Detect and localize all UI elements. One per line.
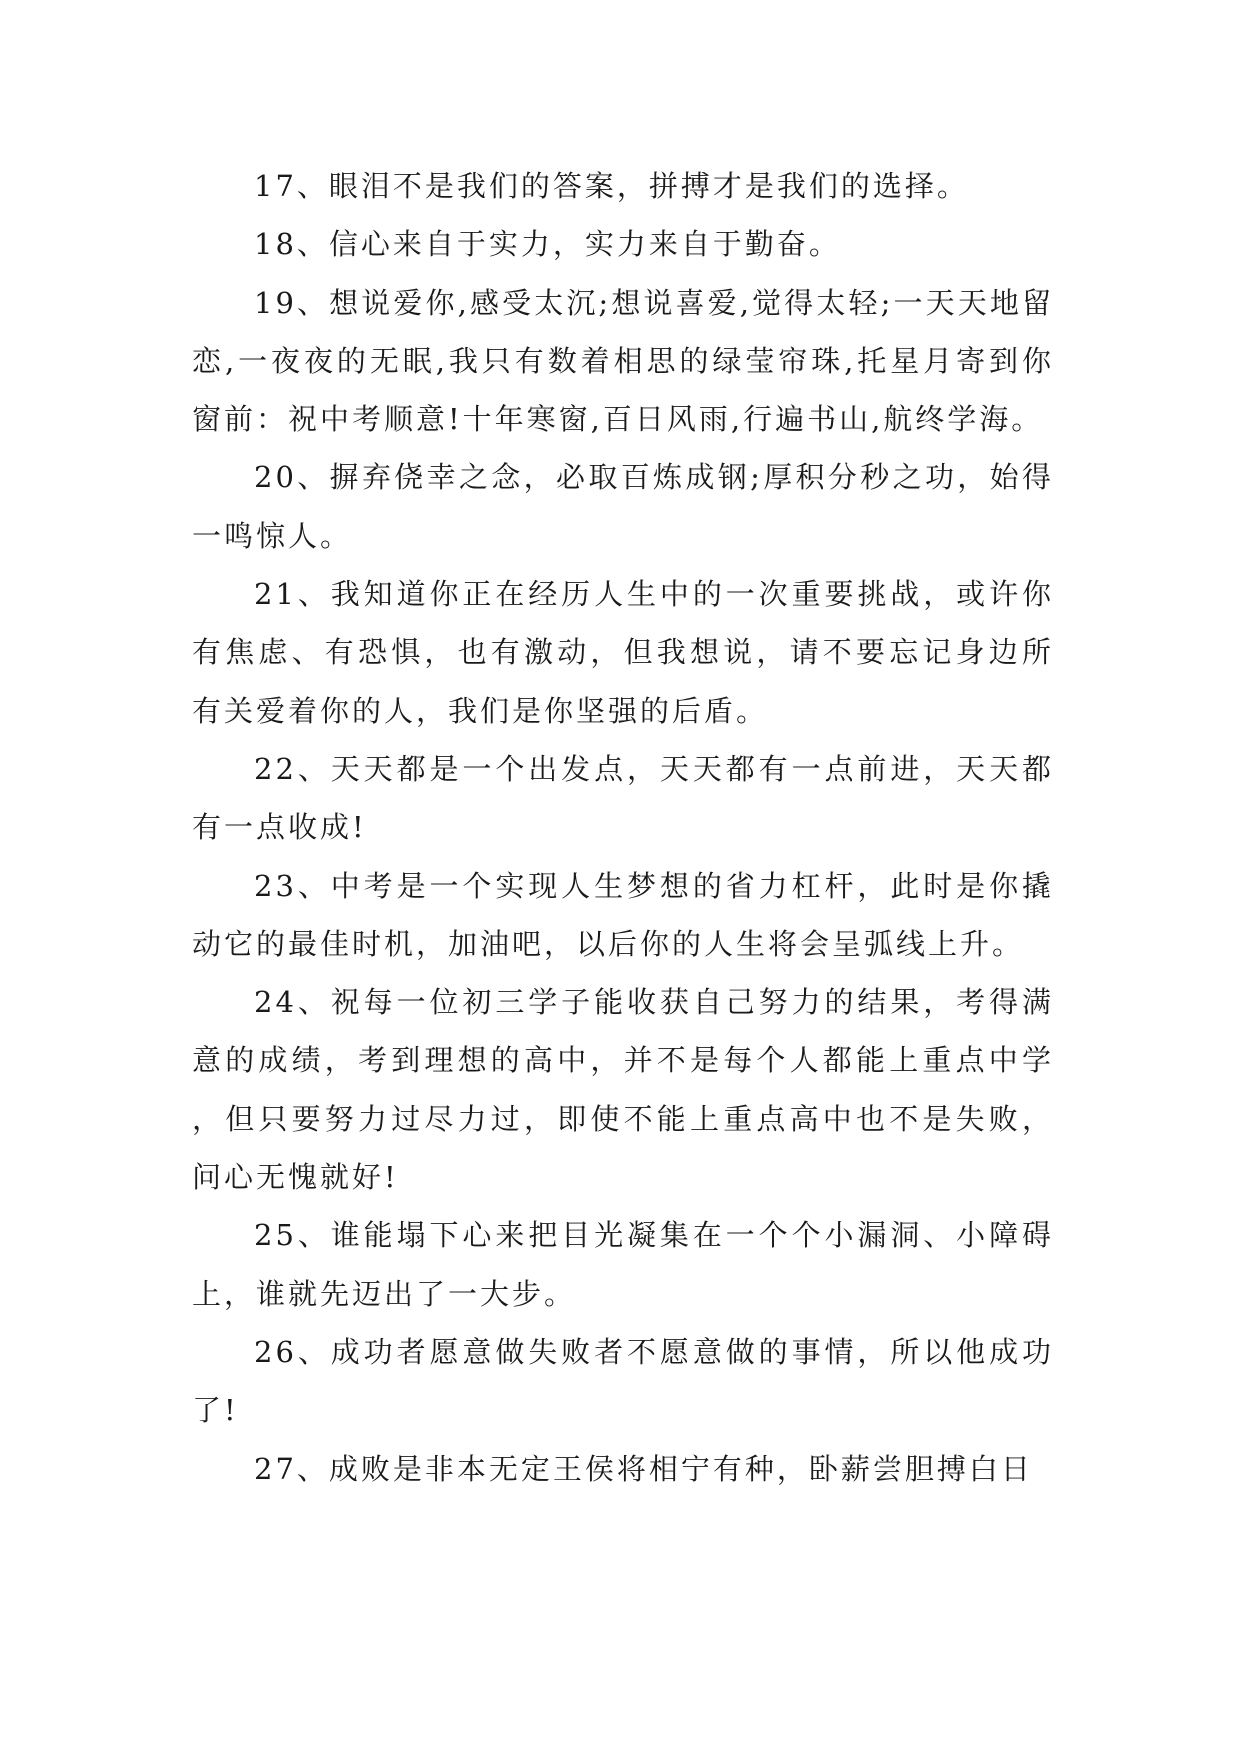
paragraph-20: 20、摒弃侥幸之念，必取百炼成钢;厚积分秒之功，始得一鸣惊人。 — [192, 460, 1054, 553]
paragraph-23: 23、中考是一个实现人生梦想的省力杠杆，此时是你撬动它的最佳时机，加油吧，以后你的人生将会呈弧线上升。 — [192, 868, 1054, 961]
document-body — [192, 157, 1054, 1498]
paragraph-22: 22、天天都是一个出发点，天天都有一点前进，天天都有一点收成! — [192, 751, 1054, 845]
paragraph-18: 18、信心来自于实力，实力来自于勤奋。 — [254, 227, 841, 262]
paragraph-24: 24、祝每一位初三学子能收获自己努力的结果，考得满意的成绩，考到理想的高中，并不是每个人都能上重点中学，但只要努力过尽力过，即使不能上重点高中也不是失败，问心无愧就好! — [192, 985, 1054, 1195]
paragraph-25: 25、谁能塌下心来把目光凝集在一个个小漏洞、小障碍上，谁就先迈出了一大步。 — [192, 1218, 1054, 1311]
paragraph-27: 27、成败是非本无定王侯将相宁有种，卧薪尝胆搏白日 — [254, 1451, 1033, 1486]
paragraph-17: 17、眼泪不是我们的答案，拼搏才是我们的选择。 — [254, 169, 969, 203]
paragraph-19: 19、想说爱你,感受太沉;想说喜爱,觉得太轻;一天天地留恋,一夜夜的无眠,我只有数着相思的绿莹帘珠,托星月寄到你窗前：祝中考顺意!十年寒窗,百日风雨,行遍书山,航终学海。 — [192, 285, 1054, 437]
paragraph-21: 21、我知道你正在经历人生中的一次重要挑战，或许你有焦虑、有恐惧，也有激动，但我想说，请不要忘记身边所有关爱着你的人，我们是你坚强的后盾。 — [192, 577, 1054, 728]
paragraph-26: 26、成功者愿意做失败者不愿意做的事情，所以他成功了! — [192, 1334, 1054, 1428]
